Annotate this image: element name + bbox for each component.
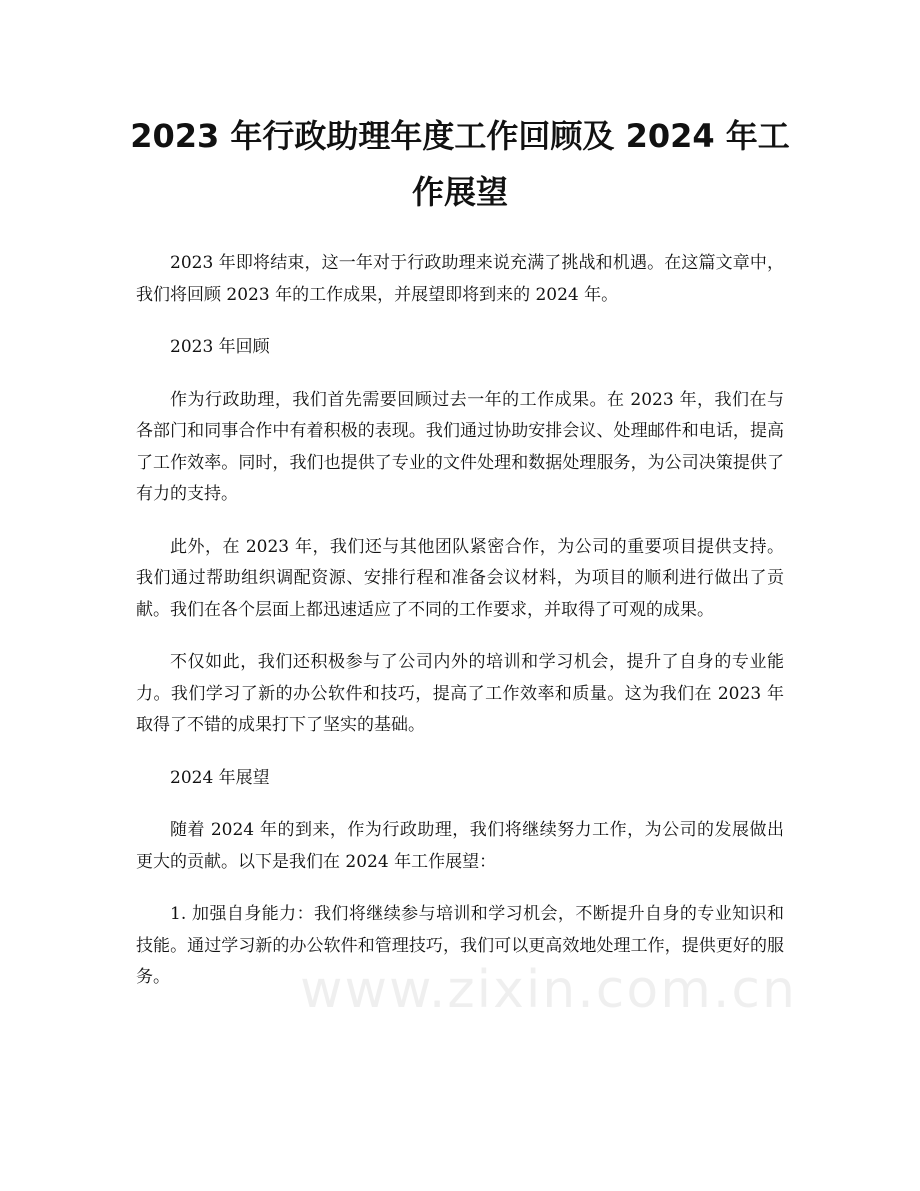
review-paragraph-3: 不仅如此，我们还积极参与了公司内外的培训和学习机会，提升了自身的专业能力。我们学习了新的办公软件和技巧，提高了工作效率和质量。这为我们在 2023 年取得了不错的成果打下了坚实的基础。 <box>136 652 784 735</box>
document-body <box>136 248 784 1015</box>
document-title: 2023 年行政助理年度工作回顾及 2024 年工作展望 <box>130 117 790 211</box>
section-heading-outlook: 2024 年展望 <box>170 767 270 788</box>
outlook-item-1: 1. 加强自身能力：我们将继续参与培训和学习机会，不断提升自身的专业知识和技能。通过学习新的办公软件和管理技巧，我们可以更高效地处理工作，提供更好的服务。 <box>136 904 784 987</box>
section-heading-review: 2023 年回顾 <box>170 337 270 357</box>
review-paragraph-2: 此外，在 2023 年，我们还与其他团队紧密合作，为公司的重要项目提供支持。我们通过帮助组织调配资源、安排行程和准备会议材料，为项目的顺利进行做出了贡献。我们在各个层面上都迅速适应了不同的工作要求，并取得了可观的成果。 <box>136 536 784 620</box>
watermark: www.zixin.com.cn <box>300 960 797 1020</box>
outlook-paragraph-1: 随着 2024 年的到来，作为行政助理，我们将继续努力工作，为公司的发展做出更大的贡献。以下是我们在 2024 年工作展望： <box>136 820 784 872</box>
review-paragraph-1: 作为行政助理，我们首先需要回顾过去一年的工作成果。在 2023 年，我们在与各部门和同事合作中有着积极的表现。我们通过协助安排会议、处理邮件和电话，提高了工作效率。同时，我们也提供了专业的文件处理和数据处理服务，为公司决策提供了有力的支持。 <box>136 389 784 504</box>
intro-paragraph: 2023 年即将结束，这一年对于行政助理来说充满了挑战和机遇。在这篇文章中，我们将回顾 2023 年的工作成果，并展望即将到来的 2024 年。 <box>136 253 784 305</box>
